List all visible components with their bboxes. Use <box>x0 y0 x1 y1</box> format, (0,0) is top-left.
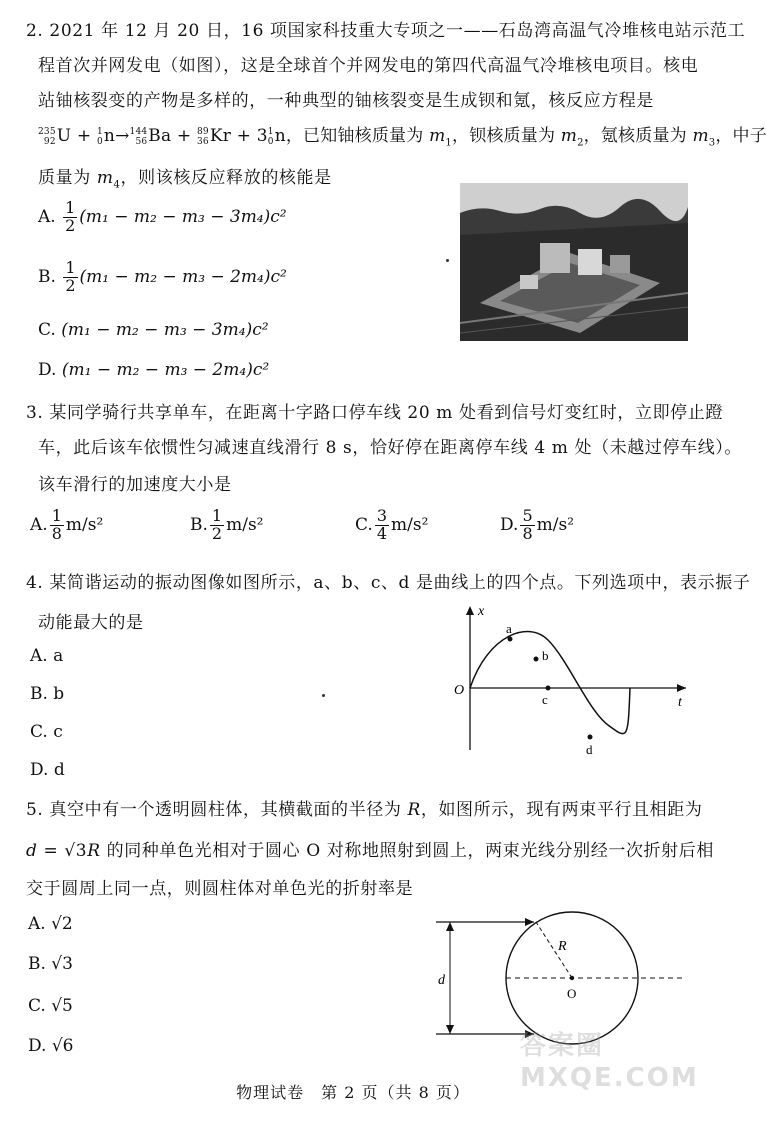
radius-line <box>536 922 572 978</box>
q4-line-1: 4. 某简谐运动的振动图像如图所示，a、b、c、d 是曲线上的四个点。下列选项中，表示振子 <box>26 573 751 593</box>
q5-option-b[interactable]: B. √3 <box>28 954 73 974</box>
q5-line-2: d = √3R 的同种单色光相对于圆心 O 对称地照射到圆上，两束光线分别经一次折射后相 <box>26 841 714 861</box>
point-b <box>534 657 539 662</box>
oscillation-graph <box>448 600 693 760</box>
q4-option-a[interactable]: A. a <box>30 646 64 666</box>
q2-option-c[interactable]: C. (m₁ − m₂ − m₃ − 3m₄)c² <box>38 320 269 340</box>
origin-label: O <box>454 683 465 698</box>
r-label: R <box>558 939 567 954</box>
q3-option-c[interactable]: C. $\frac{3}{4}$ m/s² <box>355 506 429 543</box>
q4-option-d[interactable]: D. d <box>30 760 65 780</box>
page-footer: 物理试卷 第 2 页（共 8 页） <box>236 1083 470 1102</box>
q2-line-1: 2. 2021 年 12 月 20 日，16 项国家科技重大专项之一——石岛湾高温气冷堆核电站示范工 <box>26 21 746 41</box>
d-arrow-top <box>446 922 454 931</box>
point-d <box>588 735 593 740</box>
t-axis-arrow <box>677 684 686 692</box>
q5-option-d[interactable]: D. √6 <box>28 1036 74 1056</box>
q3-line-1: 3. 某同学骑行共享单车，在距离十字路口停车线 20 m 处看到信号灯变红时，立即停止蹬 <box>26 403 723 423</box>
point-c <box>546 686 551 691</box>
speck <box>446 259 449 262</box>
center-point <box>570 976 574 980</box>
q2-line-2: 程首次并网发电（如图），这是全球首个并网发电的第四代高温气冷堆核电项目。核电 <box>38 56 699 76</box>
q2-line-5: 质量为 $m_4$，则该核反应释放的核能是 <box>38 168 332 191</box>
o-label: O <box>567 986 577 1001</box>
t-axis-label: t <box>678 695 682 710</box>
q3-line-3: 该车滑行的加速度大小是 <box>38 475 232 495</box>
q2-nuclear-equation: 235 92 U + 1 0 n→ 144 56 Ba + 89 36 Kr + 3 1 0 n，已知铀核质量为 $m_1$，钡核质量为 $m_2$，氪核质量为 $m_3$，中子 <box>38 126 767 149</box>
cylinder-cross-section <box>436 900 696 1050</box>
d-label: d <box>438 973 445 988</box>
point-a <box>508 637 513 642</box>
watermark: 答案圈 MXQE.COM <box>520 1031 699 1093</box>
x-axis-arrow <box>466 606 474 615</box>
q4-line-2: 动能最大的是 <box>38 613 144 633</box>
q2-line-3: 站铀核裂变的产物是多样的，一种典型的铀核裂变是生成钡和氪，核反应方程是 <box>38 91 654 111</box>
label-c: c <box>542 692 548 707</box>
q4-option-c[interactable]: C. c <box>30 722 63 742</box>
d-arrow-bottom <box>446 1025 454 1034</box>
label-b: b <box>542 648 549 663</box>
label-a: a <box>506 621 512 636</box>
q5-option-a[interactable]: A. √2 <box>28 914 73 934</box>
q4-option-b[interactable]: B. b <box>30 684 65 704</box>
q3-option-a[interactable]: A. $\frac{1}{8}$ m/s² <box>30 506 104 543</box>
nuclear-plant-photo <box>460 183 688 341</box>
q3-option-d[interactable]: D. $\frac{5}{8}$ m/s² <box>500 506 575 543</box>
q3-option-b[interactable]: B. $\frac{1}{2}$ m/s² <box>190 506 264 543</box>
label-d: d <box>586 742 593 757</box>
q5-line-3: 交于圆周上同一点，则圆柱体对单色光的折射率是 <box>26 879 414 899</box>
q5-option-c[interactable]: C. √5 <box>28 996 73 1016</box>
sine-curve-trough <box>548 688 630 733</box>
q5-line-1: 5. 真空中有一个透明圆柱体，其横截面的半径为 R，如图所示，现有两束平行且相距为 <box>26 800 703 820</box>
q2-option-d[interactable]: D. (m₁ − m₂ − m₃ − 2m₄)c² <box>38 360 270 380</box>
x-axis-label: x <box>478 604 485 619</box>
sine-curve <box>470 631 630 733</box>
q3-line-2: 车，此后该车依惯性匀减速直线滑行 8 s，恰好停在距离停车线 4 m 处（未越过停车线）。 <box>38 438 742 458</box>
speck <box>322 694 325 697</box>
q2-option-b[interactable]: B. $\frac{1}{2}$ (m₁ − m₂ − m₃ − 2m₄)c² <box>38 258 287 295</box>
q2-option-a[interactable]: A. $\frac{1}{2}$ (m₁ − m₂ − m₃ − 3m₄)c² <box>38 198 287 235</box>
